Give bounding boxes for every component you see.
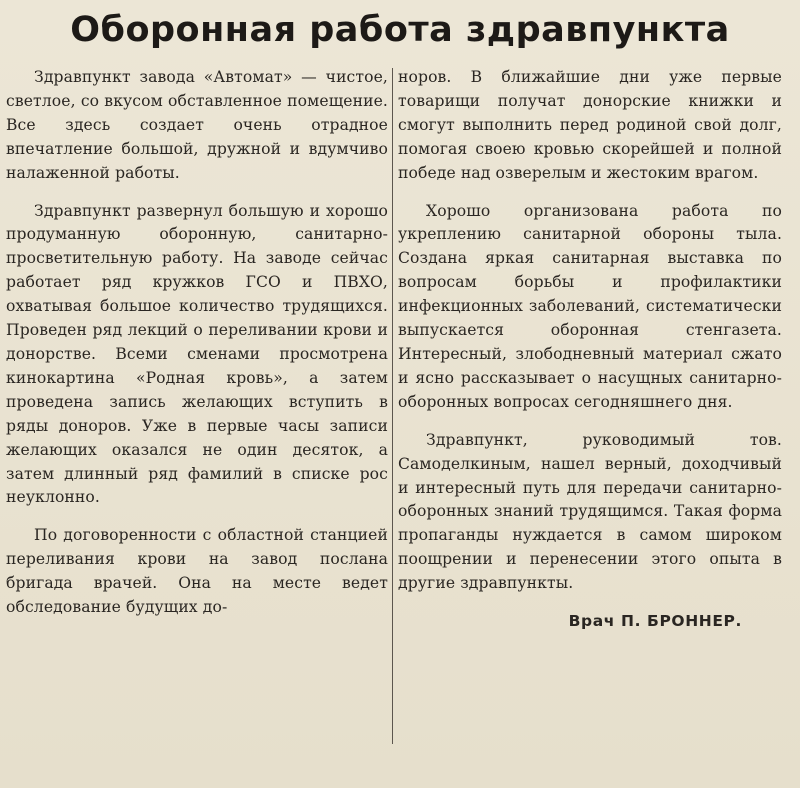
paragraph-5: Здравпункт, руководимый тов. Самоделкиным, нашел верный, доходчивый и интересный путь для передачи санитарно-оборонных знаний трудящимся. Такая форма пропаганды нуждается в самом широком поощрении и перенесении этого опыта в другие здравпункты. (398, 430, 782, 593)
right-column (398, 66, 782, 634)
author-signature: Врач П. БРОННЕР. (568, 612, 742, 631)
paragraph-2: Здравпункт развернул большую и хорошо продуманную оборонную, санитарно-просветительную работу. На заводе сейчас работает ряд кружков ГСО и ПВХО, охватывая большое количество трудящихся. Проведен ряд лекций о переливании крови и донорстве. Всеми сменами просмотрена кинокартина «Родная кровь», а затем проведена запись желающих вступить в ряды доноров. Уже в первые часы записи желающих оказался не один десяток, а затем длинный ряд фамилий в списке рос неуклонно. (6, 201, 388, 507)
paragraph-3: По договоренности с областной станцией переливания крови на завод послана бригада врачей. Она на месте ведет обследование будущих до- (6, 526, 388, 617)
article-headline: Оборонная работа здравпункта (70, 10, 730, 50)
paragraph-1: Здравпункт завода «Автомат» — чистое, светлое, со вкусом обставленное помещение. Все здесь создает очень отрадное впечатление большой, дружной и вдумчиво налаженной работы. (6, 68, 388, 182)
article-body (0, 66, 800, 788)
paragraph-3-continued: норов. В ближайшие дни уже первые товарищи получат донорские книжки и смогут выполнить перед родиной свой долг, помогая своею кровью скорейшей и полной победе над озверелым и жестоким врагом. (398, 68, 782, 182)
paragraph-4: Хорошо организована работа по укреплению санитарной обороны тыла. Создана яркая санитарная выставка по вопросам борьбы и профилактики инфекционных заболеваний, систематически выпускается оборонная стенгазета. Интересный, злободневный материал сжато и ясно рассказывает о насущных санитарно-оборонных вопросах сегодняшнего дня. (398, 201, 782, 411)
left-column (6, 66, 388, 634)
